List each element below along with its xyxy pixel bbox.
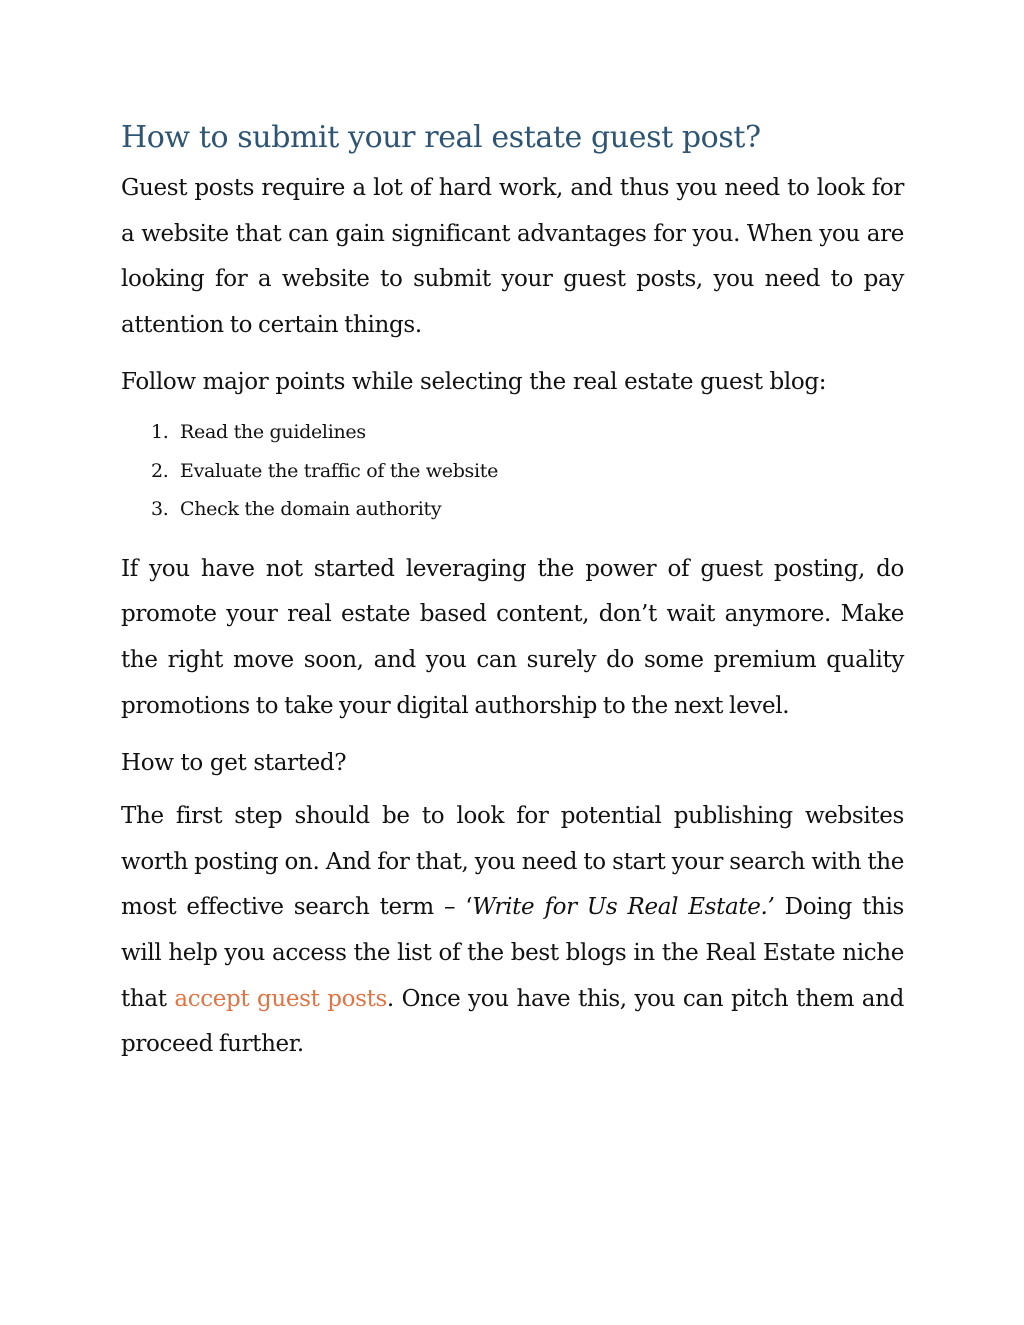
list-item-text: Read the guidelines: [180, 421, 366, 444]
intro-paragraph: Guest posts require a lot of hard work, and thus you need to look for a website that can gain significant advantages for you. When you are looking for a website to submit your guest posts, you need to pay attention to certain things.: [121, 175, 904, 338]
points-lead-paragraph: Follow major points while selecting the real estate guest blog:: [121, 369, 827, 396]
list-item-number: 2.: [151, 459, 169, 482]
section-heading: How to submit your real estate guest post?: [121, 120, 761, 155]
get-started-paragraph: How to get started?: [121, 750, 347, 777]
list-item: [121, 490, 904, 529]
first-step-text-start: The first step should be to look for potential publishing websites worth posting on. And for that, you need to start your search with the most effective search term – ‘: [121, 803, 904, 921]
leverage-paragraph: If you have not started leveraging the power of guest posting, do promote your real estate based content, don’t wait anymore. Make the right move soon, and you can surely do some premium quality promotions to take your digital authorship to the next level.: [121, 555, 904, 719]
first-step-paragraph: [121, 794, 904, 1068]
list-item-number: 3.: [151, 498, 169, 521]
list-item-text: Check the domain authority: [180, 498, 442, 521]
list-item-text: Evaluate the traffic of the website: [180, 459, 499, 482]
accept-guest-posts-link[interactable]: accept guest posts: [174, 985, 387, 1012]
list-item: [121, 452, 904, 491]
first-step-text-end: . Once you have this, you can pitch them and proceed further.: [121, 985, 904, 1058]
document-page: [121, 112, 904, 1080]
list-item-number: 1.: [151, 421, 169, 444]
first-step-text-middle: Doing this will help you access the list of the best blogs in the Real Estate niche that: [121, 894, 904, 1012]
search-term-emphasis: Write for Us Real Estate.’: [472, 894, 775, 921]
list-item: [121, 413, 904, 452]
points-list: [121, 413, 904, 529]
